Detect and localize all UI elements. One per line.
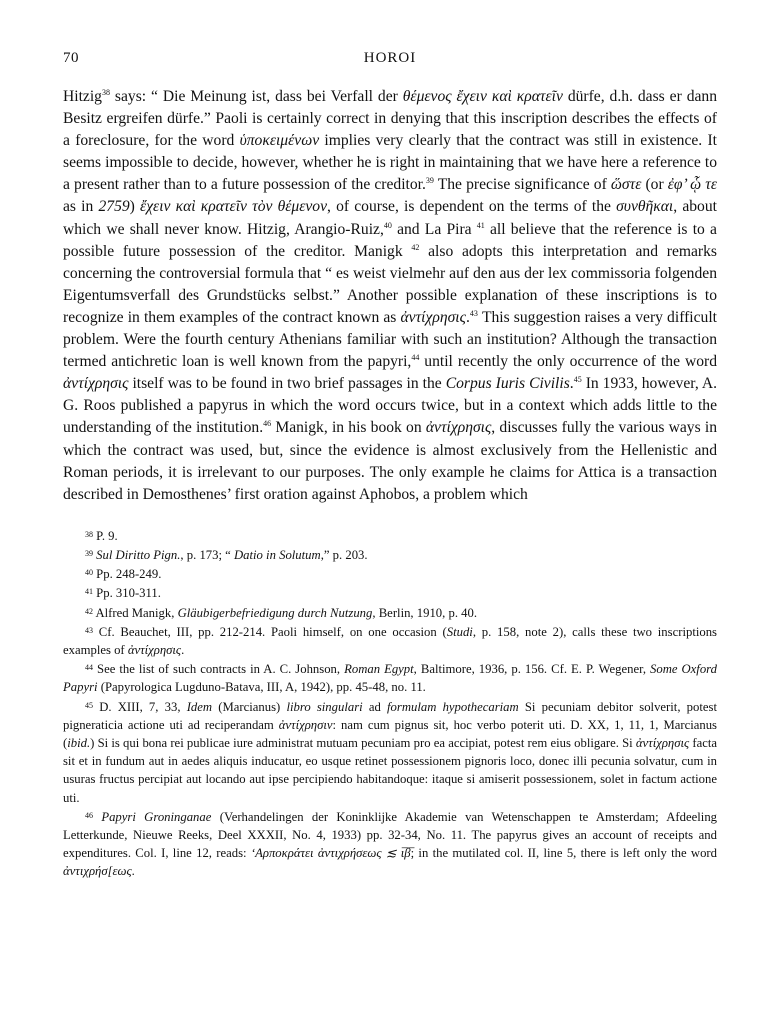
text-run: dürfe, d.h. dass er dann Besitz ergreifen dürfe.” Paoli is certainly correct in denying that this inscription describes the effects of a foreclosure, for the word (63, 88, 717, 150)
text-run: ,” p. 203. (320, 547, 368, 562)
footnote-44 (63, 659, 717, 696)
footnote-reference: 39 (425, 176, 434, 186)
text-run: . (569, 375, 574, 393)
running-head (63, 50, 717, 72)
text-run: ad (362, 699, 388, 714)
text-run: Cf. Beauchet, III, pp. 212-214. Paoli himself, on one occasion ( (98, 624, 447, 639)
italic-text: θέμενος ἔχειν καὶ κρατεῖν (402, 88, 563, 105)
text-run: See the list of such contracts in A. C. Johnson, (97, 662, 345, 677)
text-run: This suggestion raises a very difficult problem. Were the fourth century Athenians familiar with such an institution? Although the transaction termed antichretic loan is well known from the papyri, (63, 308, 718, 371)
main-text (63, 86, 717, 506)
text-run: . (465, 308, 470, 326)
italic-text: ἐφ’ ᾧ τε (667, 176, 717, 194)
italic-text: 2759 (98, 198, 130, 216)
footnote-40 (63, 564, 717, 583)
footnotes-section (63, 526, 717, 881)
footnote-39 (63, 545, 717, 564)
text-run: Alfred Manigk, (95, 605, 178, 620)
text-run: : nam cum pignus sit, hoc verbo poterit uti. D. XX, 1, 11, 1, Marcianus ( (63, 717, 717, 751)
italic-text: συνθῆκαι (616, 198, 674, 216)
footnote-number: 44 (85, 663, 93, 673)
text-run: , p. 173; “ (180, 547, 234, 562)
document-page (63, 50, 717, 881)
text-run: (or (641, 176, 668, 194)
italic-text: ὑποκειμένων (239, 132, 320, 150)
text-run: , about which we shall never know. Hitzig, Arangio-Ruiz, (63, 198, 717, 238)
footnote-42 (63, 603, 717, 622)
footnote-number: 45 (85, 700, 93, 710)
footnote-43 (63, 622, 717, 659)
text-run: . (181, 643, 185, 657)
italic-text: ἀντιχρήσ[εως (63, 864, 132, 879)
footnote-number: 39 (85, 548, 93, 558)
text-run: Hitzig (63, 88, 102, 105)
text-run: Pp. 248-249. (96, 567, 162, 582)
italic-text: ἀντίχρησις (425, 419, 492, 437)
text-run: all believe that the reference is to a possible future possession of the creditor. Manigk (63, 220, 717, 260)
text-run: ; in the mutilated col. II, line 5, there is left only the word (410, 846, 717, 861)
italic-text: Papyri Groninganae (101, 809, 212, 824)
footnote-46 (63, 807, 717, 881)
italic-text: Roman Egypt (344, 662, 414, 677)
footnote-41 (63, 583, 717, 602)
text-run: , of course, is dependent on the terms of the (327, 198, 617, 216)
text-run: The precise significance of (433, 176, 611, 194)
footnote-number: 38 (85, 529, 93, 539)
text-run: itself was to be found in two brief passages in the (128, 375, 446, 393)
text-run: , p. 158, note 2), calls these two inscriptions examples of (63, 624, 717, 657)
text-run: implies very clearly that the contract was still in existence. It seems impossible to decide, however, whether he is right in maintaining that we have here a reference to a present rather than to a future possession of the creditor. (63, 132, 717, 194)
footnote-reference: 44 (411, 353, 420, 363)
footnote-number: 41 (85, 587, 93, 597)
italic-text: ‘Αρποκράτει ἀντιχρήσεως ≲ ι̅β̅ (250, 846, 411, 861)
text-run: ) Si is qui bona rei publicae iure administrat mutuam pecuniam pro ea accipiat, potest rem eius obligare. Si (90, 736, 636, 751)
text-run: as in (63, 198, 99, 216)
text-run: ) (129, 198, 141, 216)
text-run: also adopts this interpretation and remarks concerning the controversial formula that “ es weist vielmehr auf den aus der lex commissoria folgenden Eigentumsverfall des Grundstücks selbst.” Another possible explanation of these inscriptions is to recognize in them examples of the contract known as (63, 242, 717, 326)
text-run: facta sit et in fundum aut in aedes aliquis inducatur, eo usque retinet possessionem pignoris loco, donec illi pecunia solvatur, cum in usuras fructus percipiat aut locando aut ipse percipiendo habitandoque: itaque si amiserit possessionem, solet in factum actione uti. (63, 736, 717, 805)
page-number: 70 (63, 50, 79, 66)
footnote-reference: 42 (411, 242, 420, 252)
text-run: (Papyrologica Lugduno-Batava, III, A, 1942), pp. 45-48, no. 11. (97, 680, 426, 695)
footnote-reference: 46 (263, 419, 272, 429)
italic-text: libro singulari (286, 699, 363, 714)
text-run: Si pecuniam debitor solverit, potest pigneraticia actione uti ad reciperandam (63, 699, 717, 732)
footnote-number: 42 (85, 606, 93, 616)
italic-text: ἀντίχρησις (400, 308, 466, 326)
italic-text: Corpus Iuris Civilis (445, 375, 570, 393)
body-paragraph (63, 86, 717, 506)
text-run: (Marcianus) (212, 699, 287, 714)
text-run: and La Pira (391, 220, 477, 238)
italic-text: Datio in Solutum (233, 547, 321, 562)
text-run: . (131, 864, 135, 879)
italic-text: ἀντίχρησιν (278, 717, 333, 732)
italic-text: ἀντίχρησις (635, 736, 690, 751)
italic-text: ἀντίχρησις (63, 375, 129, 393)
footnote-reference: 38 (101, 88, 110, 97)
text-run: , Baltimore, 1936, p. 156. Cf. E. P. Wegener, (413, 662, 651, 677)
footnote-reference: 41 (476, 220, 485, 230)
italic-text: Idem (186, 699, 213, 714)
text-run: Manigk, in his book on (271, 419, 426, 437)
footnote-reference: 45 (573, 375, 582, 385)
text-run: P. 9. (96, 528, 118, 543)
running-title: HOROI (363, 50, 417, 66)
text-run: , Berlin, 1910, p. 40. (372, 605, 478, 620)
italic-text: ὥστε (610, 176, 642, 194)
footnote-38 (63, 526, 717, 545)
text-run: In 1933, however, A. G. Roos published a papyrus in which the word occurs twice, but in a context which adds little to the understanding of the institution. (63, 375, 718, 437)
italic-text: formulam hypothecariam (387, 699, 519, 714)
italic-text: ἔχειν καὶ κρατεῖν τὸν θέμενον (140, 198, 328, 216)
footnote-45 (63, 697, 717, 807)
italic-text: ibid. (67, 736, 91, 751)
italic-text: Some Oxford Papyri (63, 662, 717, 695)
text-run: until recently the only occurrence of the word (419, 353, 717, 371)
text-run: , discusses fully the various ways in which the contract was used, but, since the evidence is almost exclusively from the Hellenistic and Roman periods, it is irrelevant to our purposes. The only example he claims for Attica is a transaction described in Demosthenes’ first oration against Aphobos, a problem which (63, 419, 718, 503)
italic-text: Studi (446, 624, 473, 639)
footnote-number: 43 (85, 625, 93, 635)
italic-text: ἀντίχρησις (127, 643, 182, 657)
text-run: (Verhandelingen der Koninklijke Akademie van Wetenschappen te Amsterdam; Afdeeling Letterkunde, Nieuwe Reeks, Deel XXXII, No. 4, 1933) pp. 32-34, No. 11. The papyrus gives an account of receipts and expenditures. Col. I, line 12, reads: (63, 809, 718, 861)
footnote-number: 46 (85, 810, 93, 820)
footnote-reference: 43 (469, 308, 478, 318)
text-run: says: “ Die Meinung ist, dass bei Verfall der (109, 88, 403, 105)
text-run: Pp. 310-311. (96, 586, 161, 601)
footnote-reference: 40 (383, 220, 392, 230)
italic-text: Sul Diritto Pign. (96, 547, 181, 562)
text-run: D. XIII, 7, 33, (99, 699, 187, 714)
italic-text: Gläubigerbefriedigung durch Nutzung (177, 605, 373, 620)
footnote-number: 40 (85, 568, 93, 578)
